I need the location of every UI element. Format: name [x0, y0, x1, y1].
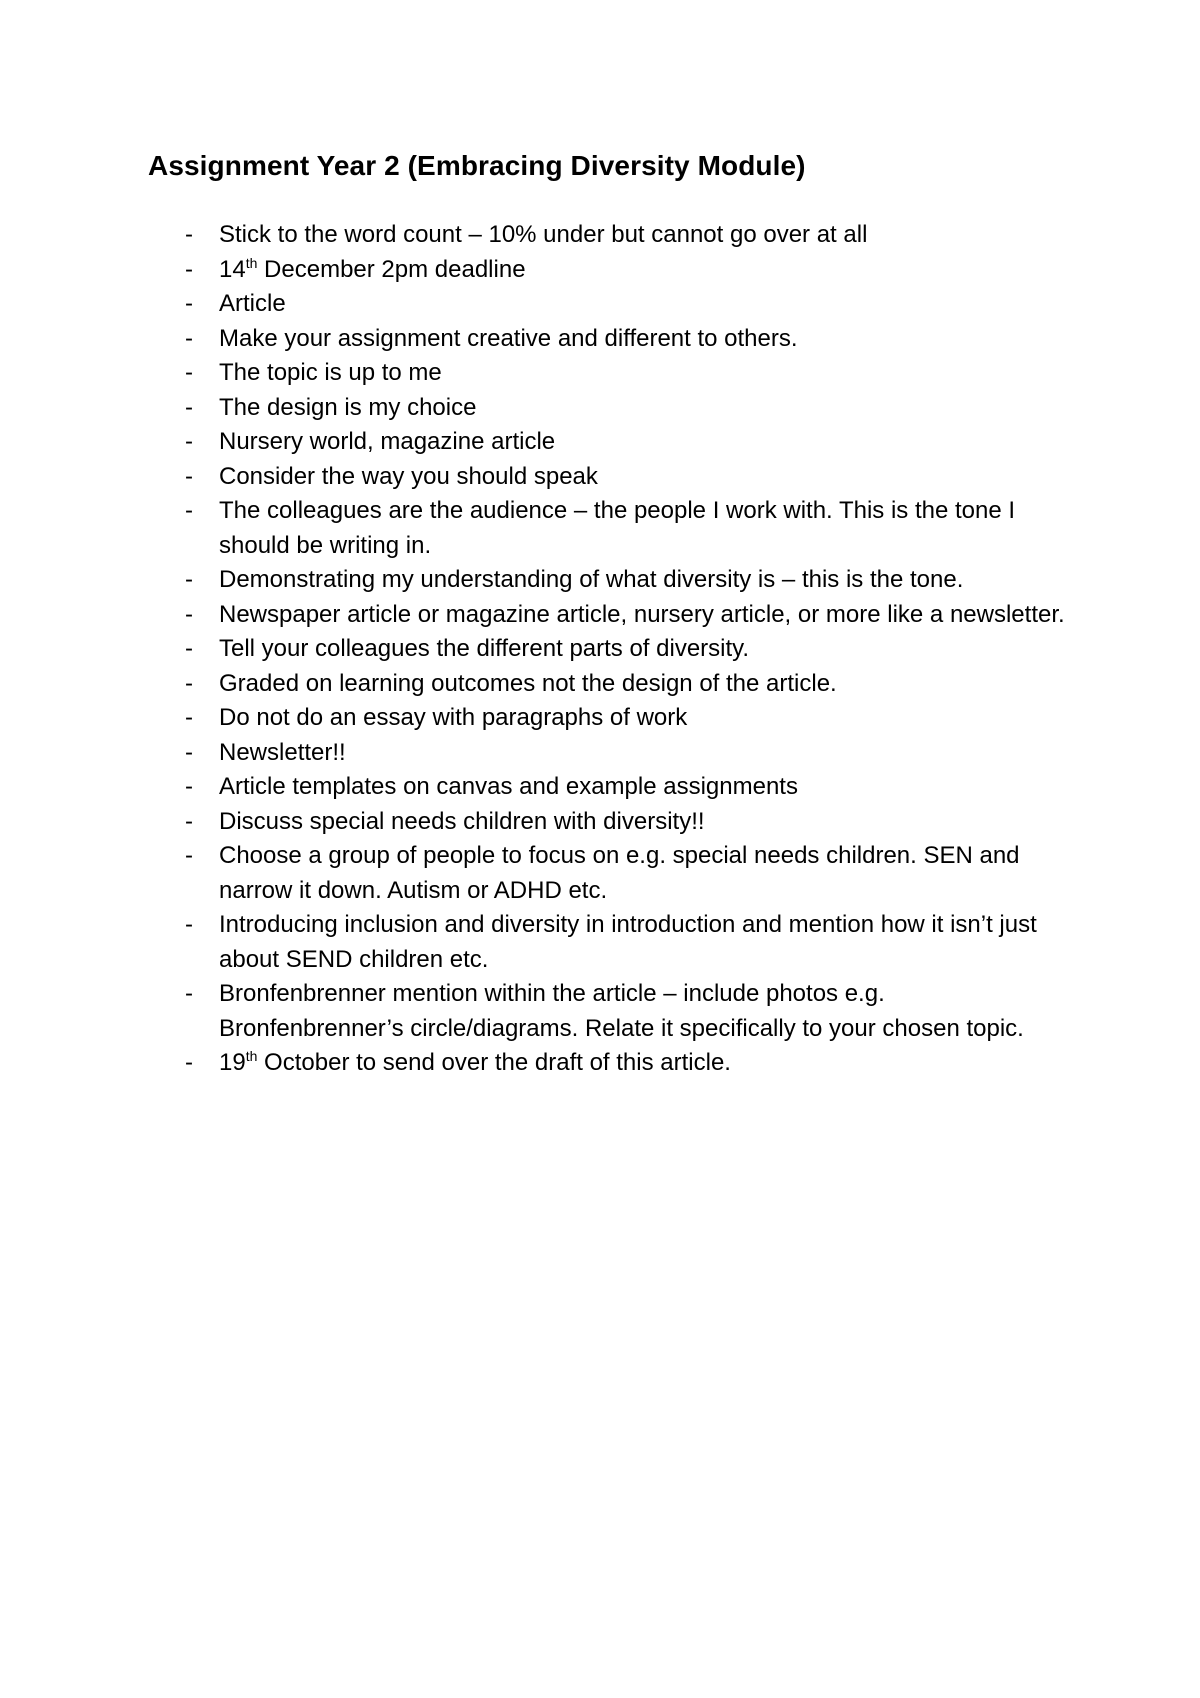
bullet-dash: -: [185, 255, 193, 283]
bullet-dash: -: [185, 669, 193, 697]
list-item-text: The design is my choice: [219, 393, 477, 421]
list-item: [185, 701, 1065, 736]
list-item: [185, 598, 1065, 633]
list-item: [185, 218, 1065, 253]
list-item-text: Nursery world, magazine article: [219, 428, 556, 455]
bullet-dash: -: [185, 738, 193, 766]
bullet-dash: -: [185, 911, 193, 938]
list-item-text: Introducing inclusion and diversity in introduction and mention how it isn’t just about SEND children etc.: [219, 911, 1037, 973]
bullet-dash: -: [185, 462, 193, 490]
bullet-dash: -: [185, 635, 193, 662]
list-item-text: Graded on learning outcomes not the design of the article.: [219, 669, 837, 697]
bullet-dash: -: [185, 221, 193, 248]
bullet-dash: -: [185, 842, 193, 869]
bullet-dash: -: [185, 807, 193, 835]
bullet-dash: -: [185, 428, 193, 455]
list-item: [185, 391, 1065, 426]
list-item-text: The colleagues are the audience – the people I work with. This is the tone I should be writing in.: [219, 497, 1016, 559]
list-item-text: Consider the way you should speak: [219, 462, 598, 490]
notes-list: [185, 218, 1065, 1081]
list-item-text: Demonstrating my understanding of what diversity is – this is the tone.: [219, 566, 964, 593]
list-item-text: Do not do an essay with paragraphs of work: [219, 704, 688, 731]
list-item-text: 14: [219, 255, 246, 283]
list-item: [185, 908, 1065, 977]
list-item: [185, 253, 1065, 288]
list-item-text: Newsletter!!: [219, 738, 346, 766]
bullet-dash: -: [185, 393, 193, 421]
bullet-dash: -: [185, 566, 193, 593]
list-item-text: Discuss special needs children with diversity!!: [219, 807, 705, 835]
list-item: [185, 563, 1065, 598]
list-item: [185, 667, 1065, 702]
list-item-text-continued: December 2pm deadline: [257, 255, 526, 283]
bullet-dash: -: [185, 773, 193, 800]
bullet-dash: -: [185, 704, 193, 731]
list-item-text: Newspaper article or magazine article, nursery article, or more like a newsletter.: [219, 600, 1065, 628]
list-item-text-continued: October to send over the draft of this article.: [257, 1049, 731, 1076]
list-item-text: Article: [219, 290, 286, 317]
document-title: Assignment Year 2 (Embracing Diversity Module): [148, 150, 806, 181]
list-item: [185, 356, 1065, 391]
bullet-dash: -: [185, 359, 193, 386]
list-item: [185, 632, 1065, 667]
list-item: [185, 770, 1065, 805]
bullet-dash: -: [185, 1049, 193, 1076]
bullet-dash: -: [185, 497, 193, 524]
ordinal-suffix: th: [245, 1048, 258, 1064]
list-item-text: Tell your colleagues the different parts of diversity.: [219, 635, 750, 662]
bullet-dash: -: [185, 324, 193, 352]
list-item: [185, 736, 1065, 771]
list-item-text: Make your assignment creative and different to others.: [219, 324, 798, 352]
bullet-dash: -: [185, 290, 193, 317]
list-item: [185, 805, 1065, 840]
list-item-text: The topic is up to me: [219, 359, 442, 386]
bullet-dash: -: [185, 980, 193, 1007]
list-item: [185, 1046, 1065, 1081]
list-item: [185, 460, 1065, 495]
list-item-text: Bronfenbrenner mention within the article – include photos e.g. Bronfenbrenner’s circle/diagrams. Relate it specifically to your chosen topic.: [219, 980, 1024, 1042]
list-item-text: Choose a group of people to focus on e.g. special needs children. SEN and narrow it down. Autism or ADHD etc.: [219, 842, 1020, 904]
bullet-dash: -: [185, 600, 193, 628]
list-item: [185, 425, 1065, 460]
list-item: [185, 839, 1065, 908]
list-item: [185, 287, 1065, 322]
list-item-text: Article templates on canvas and example assignments: [219, 773, 798, 800]
list-item: [185, 494, 1065, 563]
list-item-text: Stick to the word count – 10% under but cannot go over at all: [219, 221, 868, 248]
list-item-text: 19: [219, 1049, 246, 1076]
ordinal-suffix: th: [245, 254, 258, 271]
list-item: [185, 977, 1065, 1046]
list-item: [185, 322, 1065, 357]
